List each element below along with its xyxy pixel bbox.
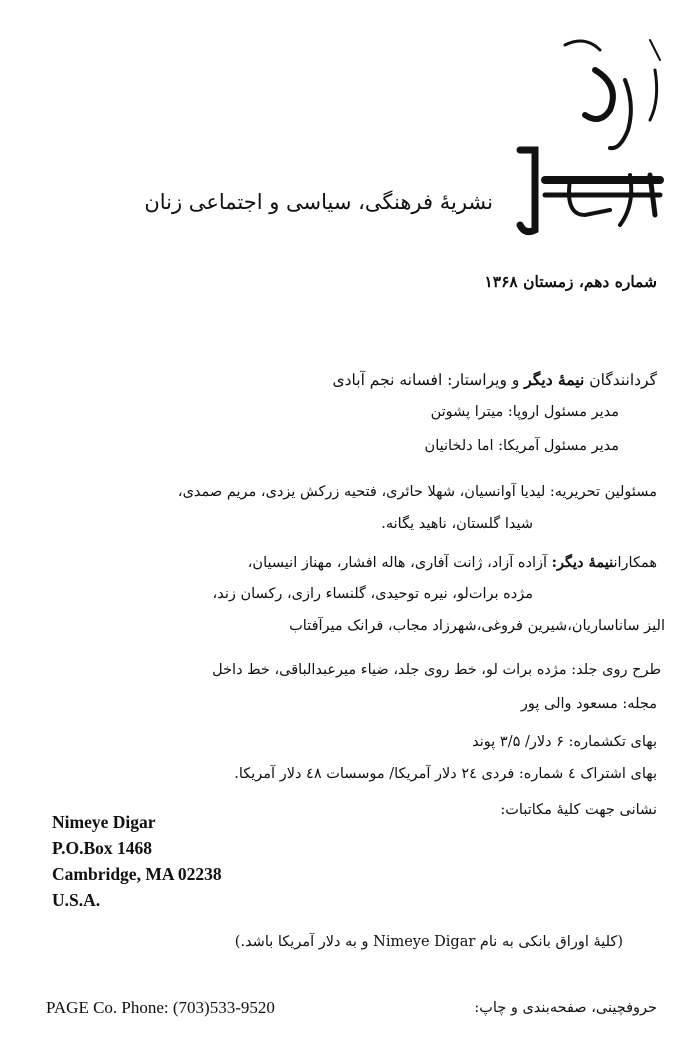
issue-line: شماره دهم، زمستان ۱۳۶۸ [484,272,657,291]
collaborators-line-1 [248,554,657,571]
editors-label: گردانندگان [589,371,657,389]
collaborators-name: نیمهٔ دیگر: [551,554,614,571]
address-line-1: Nimeye Digar [52,812,156,832]
editorial-board-2: شیدا گلستان، ناهید یگانه. [381,516,533,532]
editors-name: نیمهٔ دیگر [524,370,585,389]
bank-note: (کلیهٔ اوراق بانکی به نام Nimeye Digar و به دلار آمریکا باشد.) [234,934,623,950]
address-line-3: Cambridge, MA 02238 [52,864,222,884]
single-issue-price: بهای تکشماره: ۶ دلار/ ۳/۵ پوند [472,734,657,750]
address-line-4: U.S.A. [52,890,101,910]
collaborators-1: آزاده آزاد، ژانت آفاری، هاله افشار، مهناز انیسیان، [247,555,548,571]
subscription-price: بهای اشتراک ٤ شماره: فردی ۲٤ دلار آمریکا/ موسسات ٤۸ دلار آمریکا. [234,766,657,782]
address-label: نشانی جهت کلیهٔ مکاتبات: [500,802,657,818]
collaborators-line-3: الیز ساناساریان،شیرین فروغی،شهرزاد مجاب، فرانک میرآفتاب [289,618,665,634]
collaborators-line-2: مژده برات‌لو، نیره توحیدی، گلنساء رازی، رکسان زند، [212,586,533,602]
address-line-2: P.O.Box 1468 [52,838,152,858]
editors-rest: و ویراستار: افسانه نجم آبادی [332,371,520,389]
editors-line [333,370,658,389]
collaborators-label: همکاران [613,555,657,571]
magazine-credit: مجله: مسعود والی پور [520,696,657,712]
editorial-board-1: مسئولین تحریریه: لیدیا آوانسیان، شهلا حائری، فتحیه زرکش یزدی، مریم صمدی، [177,484,657,500]
typesetting-company: PAGE Co. Phone: (703)533-9520 [46,998,275,1017]
america-manager: مدیر مسئول آمریکا: اما دلخانیان [424,438,619,454]
masthead-tagline: نشریهٔ فرهنگی، سیاسی و اجتماعی زنان [144,190,493,214]
masthead-logo [510,30,670,240]
typesetting-label: حروفچینی، صفحه‌بندی و چاپ: [474,1000,657,1016]
cover-credits: طرح روی جلد: مژده برات لو، خط روی جلد، ضیاء میرعبدالباقی، خط داخل [212,662,661,678]
europe-manager: مدیر مسئول اروپا: میترا پشوتن [430,404,619,420]
